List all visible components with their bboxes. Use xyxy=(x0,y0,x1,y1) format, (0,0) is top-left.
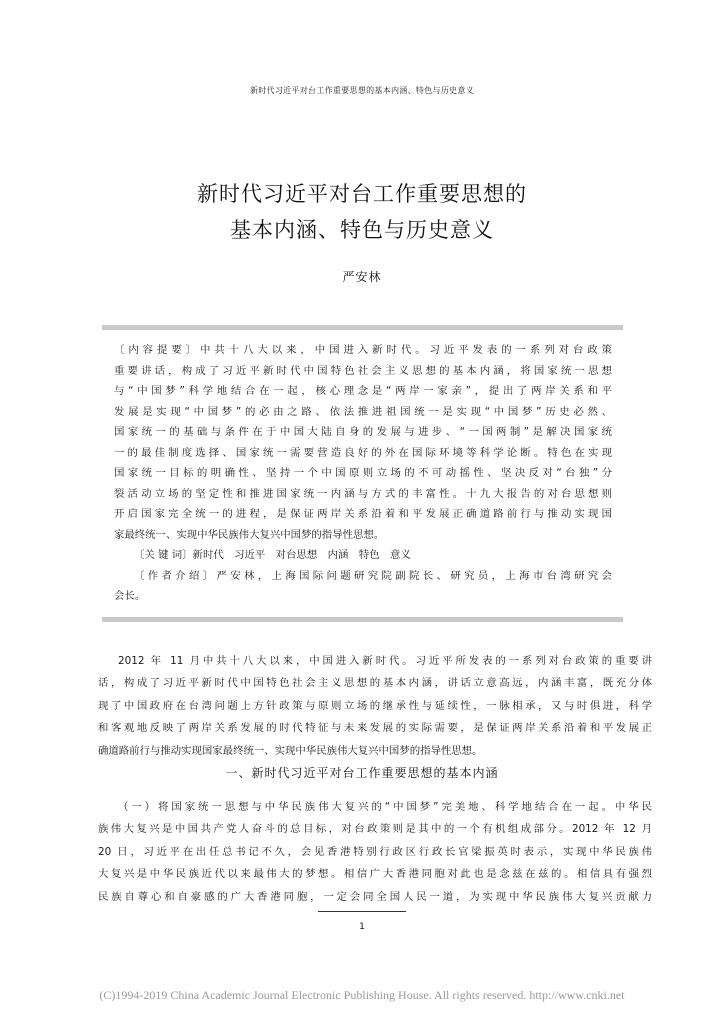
abstract-line: 裂活动立场的坚定性和推进国家统一内涵与方式的丰富性。十九大报告的对台思想则 xyxy=(114,487,612,500)
paragraph-line: 确道路前行与推动实现国家最终统一、实现中华民族伟大复兴中国梦的指导性思想。 xyxy=(98,744,483,757)
paragraph-line: 和客观地反映了两岸关系发展的时代特征与未来发展的实际需要，是保证两岸关系沿着和平发展正 xyxy=(98,722,652,735)
paragraph-line: 大复兴是中华民族近代以来最伟大的梦想。相信广大香港同胞对此也是念兹在兹的。相信具有强烈 xyxy=(98,868,652,881)
paragraph-line: 话，构成了习近平新时代中国特色社会主义思想的基本内涵，讲话立意高远，内涵丰富，既充分体 xyxy=(98,677,652,690)
abstract-line: 重要讲话，构成了习近平新时代中国特色社会主义思想的基本内涵，将国家统一思想 xyxy=(114,364,612,377)
paragraph-line: （一）将国家统一思想与中华民族伟大复兴的“中国梦”完美地、科学地结合在一起。中华民 xyxy=(118,801,652,813)
copyright-watermark: (C)1994-2019 China Academic Journal Electronic Publishing House. All rights reserved. http://www.cnki.net xyxy=(99,988,625,1002)
abstract-top-rule xyxy=(102,325,623,330)
keywords-line: 〔关 键 词〕新时代 习近平 对台思想 内涵 特色 意义 xyxy=(134,549,411,561)
abstract-line: 一的最佳制度选择、国家统一需要营造良好的外在国际环境等科学论断。特色在实现 xyxy=(114,446,612,459)
paragraph-line: 族伟大复兴是中国共产党人奋斗的总目标，对台政策则是其中的一个有机组成部分。2012 年 12 月 xyxy=(98,823,652,836)
abstract-block xyxy=(114,340,612,607)
abstract-line: 国家统一的基础与条件在于中国大陆自身的发展与进步、“一国两制”是解决国家统 xyxy=(114,426,612,438)
abstract-line: 开启国家完全统一的进程，是保证两岸关系沿着和平发展正确道路前行与推动实现国 xyxy=(114,508,612,520)
paragraph-line: 民族自尊心和自豪感的广大香港同胞，一定会同全国人民一道，为实现中华民族伟大复兴贡献力 xyxy=(98,890,652,903)
article-title xyxy=(0,176,724,248)
author-name: 严安林 xyxy=(342,270,382,284)
page-number: 1 xyxy=(359,922,365,932)
author-intro-line: 会长。 xyxy=(114,590,146,602)
abstract-line: 国家统一目标的明确性、坚持一个中国原则立场的不可动摇性、坚决反对“台独”分 xyxy=(114,467,612,479)
paragraph-line: 2012 年 11 月中共十八大以来，中国进入新时代。习近平所发表的一系列对台政策的重要讲 xyxy=(118,655,652,667)
paragraph-line: 现了中国政府在台湾问题上方针政策与原则立场的继承性与延续性，一脉相承，又与时俱进，科学 xyxy=(98,699,652,712)
abstract-bottom-rule xyxy=(102,617,623,622)
article-title-line-2: 基本内涵、特色与历史意义 xyxy=(230,218,494,242)
abstract-line: 与“中国梦”科学地结合在一起，核心理念是“两岸一家亲”，提出了两岸关系和平 xyxy=(114,385,612,397)
running-head: 新时代习近平对台工作重要思想的基本内涵、特色与历史意义 xyxy=(249,86,475,95)
section-heading: 一、新时代习近平对台工作重要思想的基本内涵 xyxy=(225,766,499,780)
author-intro-line: 〔作者介绍〕严安林，上海国际问题研究院副院长、研究员，上海市台湾研究会 xyxy=(134,569,612,582)
section-paragraph xyxy=(98,796,652,908)
paragraph-line: 20 日，习近平在出任总书记不久，会见香港特别行政区行政长官梁振英时表示，实现中华民族伟 xyxy=(98,845,652,858)
abstract-line: 家最终统一、实现中华民族伟大复兴中国梦的指导性思想。 xyxy=(114,528,385,541)
abstract-line: 〔内容提要〕中共十八大以来，中国进入新时代。习近平发表的一系列对台政策 xyxy=(114,344,612,356)
footnote-rule xyxy=(318,911,406,912)
intro-paragraph xyxy=(98,650,652,762)
article-title-line-1: 新时代习近平对台工作重要思想的 xyxy=(197,182,527,206)
abstract-line: 发展是实现“中国梦”的必由之路、依法推进祖国统一是实现“中国梦”历史必然、 xyxy=(114,405,612,418)
